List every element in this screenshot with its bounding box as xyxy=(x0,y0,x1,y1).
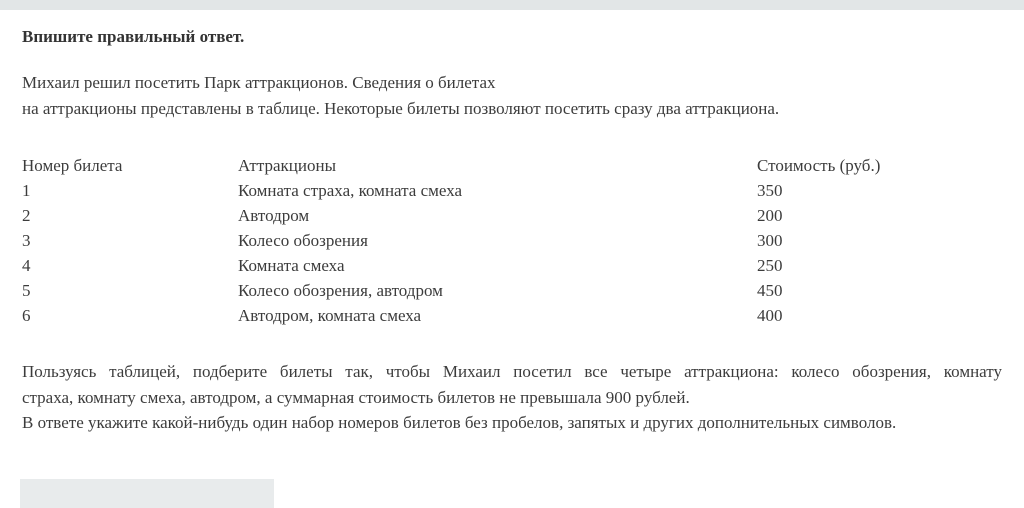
table-cell-ticket-number: 1 xyxy=(22,181,31,200)
task-note: В ответе укажите какой-нибудь один набор номеров билетов без пробелов, запятых и других дополнительных символов. xyxy=(22,413,897,432)
top-divider-bar xyxy=(0,0,1024,10)
table-cell-cost: 250 xyxy=(757,256,783,275)
question-content xyxy=(0,27,1024,508)
intro-line: на аттракционы представлены в таблице. Некоторые билеты позволяют посетить сразу два аттракциона. xyxy=(22,99,780,118)
table-cell-attractions: Комната страха, комната смеха xyxy=(238,181,463,200)
table-cell-cost: 400 xyxy=(757,306,783,325)
task-line: страха, комнату смеха, автодром, а суммарная стоимость билетов не превышала 900 рублей. xyxy=(22,387,690,407)
table-header-cost: Стоимость (руб.) xyxy=(757,156,881,175)
table-cell-ticket-number: 2 xyxy=(22,206,31,225)
table-cell-ticket-number: 6 xyxy=(22,306,31,325)
question-title: Впишите правильный ответ. xyxy=(22,27,245,46)
table-cell-cost: 200 xyxy=(757,206,783,225)
table-cell-cost: 450 xyxy=(757,281,783,300)
task-description xyxy=(22,359,1002,436)
tickets-table xyxy=(22,153,1002,328)
table-cell-attractions: Автодром, комната смеха xyxy=(238,306,422,325)
table-cell-attractions: Колесо обозрения, автодром xyxy=(238,281,443,300)
table-cell-ticket-number: 5 xyxy=(22,281,31,300)
table-cell-attractions: Колесо обозрения xyxy=(238,231,368,250)
table-header-ticket-number: Номер билета xyxy=(22,156,123,175)
table-cell-attractions: Комната смеха xyxy=(238,256,345,275)
table-cell-ticket-number: 3 xyxy=(22,231,31,250)
table-cell-cost: 300 xyxy=(757,231,783,250)
table-cell-ticket-number: 4 xyxy=(22,256,31,275)
answer-input[interactable] xyxy=(20,479,274,508)
table-cell-cost: 350 xyxy=(757,181,783,200)
task-line: Пользуясь таблицей, подберите билеты так, чтобы Михаил посетил все четыре аттракциона: колесо обозрения, комнату xyxy=(22,362,1002,381)
table-cell-attractions: Автодром xyxy=(238,206,310,225)
table-header-attractions: Аттракционы xyxy=(238,156,337,175)
intro-paragraph xyxy=(22,70,1002,122)
intro-line: Михаил решил посетить Парк аттракционов. Сведения о билетах xyxy=(22,73,496,92)
